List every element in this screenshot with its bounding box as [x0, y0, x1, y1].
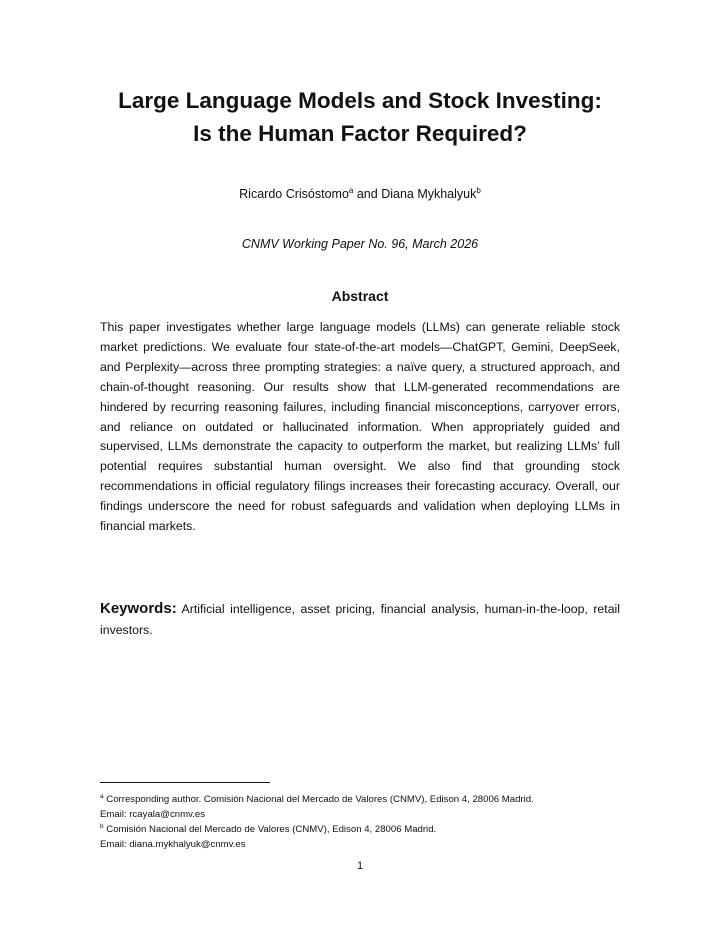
- abstract-text: This paper investigates whether large language models (LLMs) can generate reliable stock market predictions. We evaluate four state-of-the-art models—ChatGPT, Gemini, DeepSeek, and Perplexity—across three prompting strategies: a naïve query, a structured approach, and chain-of-thought reasoning. Our results show that LLM-generated recommendations are hindered by recurring reasoning failures, including financial misconceptions, carryover errors, and reliance on outdated or hallucinated information. When appropriately guided and supervised, LLMs demonstrate the capacity to outperform the market, but realizing LLMs’ full potential requires substantial human oversight. We also find that grounding stock recommendations in official regulatory filings increases their forecasting accuracy. Overall, our findings underscore the need for robust safeguards and validation when deploying LLMs in financial markets.: [100, 320, 620, 534]
- footnote-a: [100, 792, 640, 807]
- title-line-2: Is the Human Factor Required?: [193, 121, 527, 146]
- keywords-section: [100, 598, 620, 641]
- author-name: Ricardo Crisóstomo: [239, 187, 349, 201]
- working-paper-series: CNMV Working Paper No. 96, March 2026: [241, 237, 479, 251]
- footnote-mark: a: [100, 792, 104, 800]
- page-number: 1: [356, 860, 364, 872]
- footnote-b: [100, 822, 640, 837]
- footnote-a-email: Email: rcayala@cnmv.es: [100, 809, 205, 820]
- author-name: Diana Mykhalyuk: [381, 187, 477, 201]
- author-list: [60, 185, 660, 203]
- affiliation-mark: a: [348, 185, 354, 195]
- keywords-text: Artificial intelligence, asset pricing, financial analysis, human-in-the-loop, retail investors.: [100, 602, 620, 637]
- footnote-text: Corresponding author. Comisión Nacional del Mercado de Valores (CNMV), Edison 4, 28006 Madrid.: [106, 794, 534, 805]
- keywords-label: Keywords:: [100, 600, 177, 617]
- paper-title: [60, 84, 660, 150]
- footnote-text: Comisión Nacional del Mercado de Valores (CNMV), Edison 4, 28006 Madrid.: [106, 824, 437, 835]
- footnote-mark: b: [100, 822, 104, 830]
- footnotes: [100, 792, 640, 852]
- footnote-divider: [100, 782, 270, 783]
- title-line-1: Large Language Models and Stock Investing:: [118, 88, 602, 113]
- abstract-heading: Abstract: [331, 288, 389, 304]
- author-connector: and: [353, 187, 382, 201]
- affiliation-mark: b: [476, 185, 481, 195]
- footnote-b-email: Email: diana.mykhalyuk@cnmv.es: [100, 839, 246, 850]
